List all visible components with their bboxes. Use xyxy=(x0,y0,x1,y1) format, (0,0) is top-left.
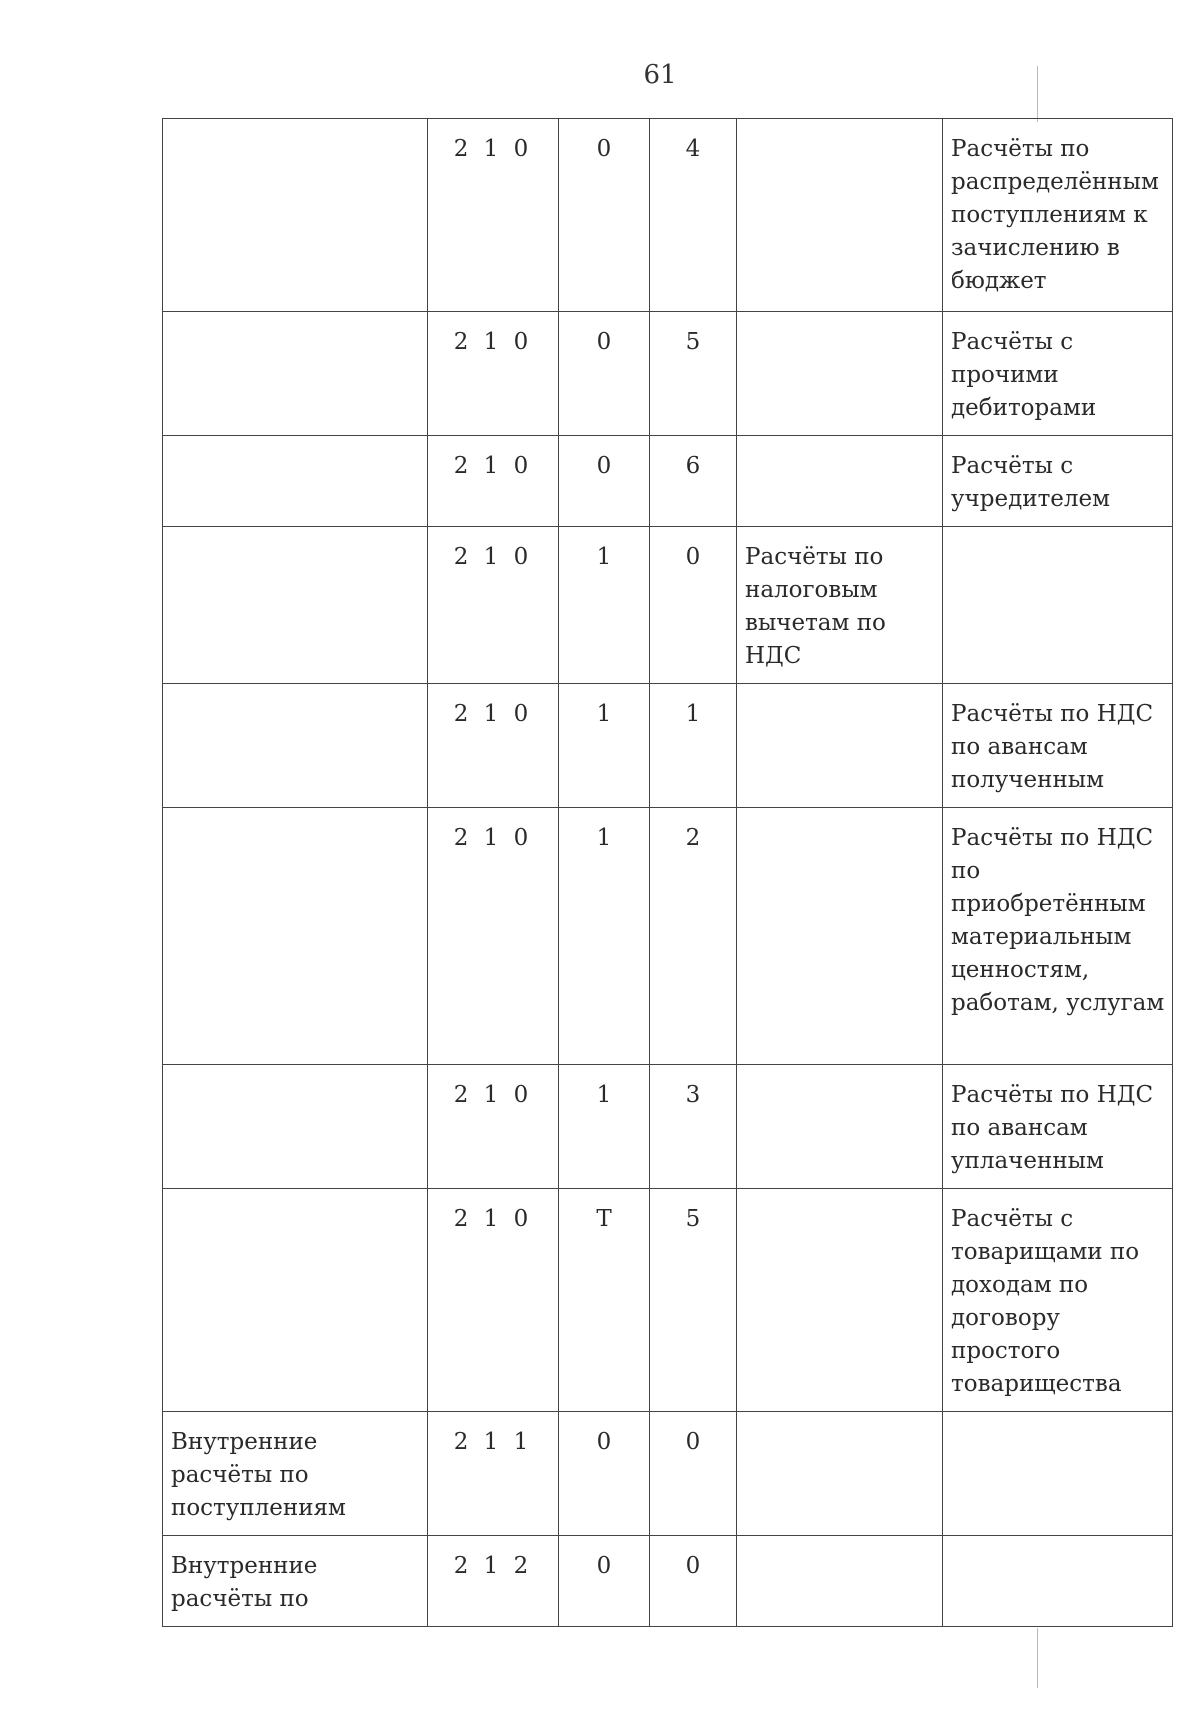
row-description xyxy=(943,1412,1173,1536)
row-code: 2 1 2 xyxy=(428,1536,559,1627)
row-code: 2 1 1 xyxy=(428,1412,559,1536)
row-name xyxy=(163,808,428,1065)
row-digit-2: 1 xyxy=(650,684,737,808)
table-row xyxy=(163,527,1173,684)
row-digit-1: 1 xyxy=(559,684,650,808)
scan-artifact-line xyxy=(1037,1628,1038,1688)
row-code: 2 1 0 xyxy=(428,119,559,312)
table-row xyxy=(163,436,1173,527)
row-name: Внутренние расчёты по поступлениям xyxy=(163,1412,428,1536)
row-description xyxy=(943,527,1173,684)
row-digit-1: 0 xyxy=(559,1412,650,1536)
row-name xyxy=(163,1189,428,1412)
table-row xyxy=(163,808,1173,1065)
row-digit-2: 4 xyxy=(650,119,737,312)
row-name xyxy=(163,436,428,527)
row-description: Расчёты с учредителем xyxy=(943,436,1173,527)
row-digit-1: 1 xyxy=(559,527,650,684)
row-group xyxy=(737,436,943,527)
row-description: Расчёты по НДС по приобретённым материальным ценностям, работам, услугам xyxy=(943,808,1173,1065)
row-name xyxy=(163,312,428,436)
row-group xyxy=(737,808,943,1065)
row-group xyxy=(737,1536,943,1627)
table-row xyxy=(163,1189,1173,1412)
row-code: 2 1 0 xyxy=(428,436,559,527)
row-group xyxy=(737,684,943,808)
row-digit-2: 6 xyxy=(650,436,737,527)
row-description: Расчёты по НДС по авансам уплаченным xyxy=(943,1065,1173,1189)
row-digit-2: 0 xyxy=(650,1412,737,1536)
accounts-table xyxy=(162,118,1173,1627)
row-digit-1: Т xyxy=(559,1189,650,1412)
row-description: Расчёты по распределённым поступлениям к зачислению в бюджет xyxy=(943,119,1173,312)
page-number: 61 xyxy=(643,60,677,90)
row-description xyxy=(943,1536,1173,1627)
row-digit-1: 1 xyxy=(559,1065,650,1189)
row-digit-2: 2 xyxy=(650,808,737,1065)
table-row xyxy=(163,1536,1173,1627)
row-group: Расчёты по налоговым вычетам по НДС xyxy=(737,527,943,684)
row-name xyxy=(163,1065,428,1189)
row-digit-2: 0 xyxy=(650,527,737,684)
row-code: 2 1 0 xyxy=(428,684,559,808)
row-description: Расчёты с прочими дебиторами xyxy=(943,312,1173,436)
row-name xyxy=(163,527,428,684)
row-group xyxy=(737,1412,943,1536)
row-digit-2: 0 xyxy=(650,1536,737,1627)
row-name xyxy=(163,684,428,808)
row-digit-1: 0 xyxy=(559,436,650,527)
table-row xyxy=(163,312,1173,436)
row-digit-2: 3 xyxy=(650,1065,737,1189)
row-digit-1: 0 xyxy=(559,119,650,312)
row-group xyxy=(737,119,943,312)
row-group xyxy=(737,1065,943,1189)
row-code: 2 1 0 xyxy=(428,527,559,684)
table-row xyxy=(163,1412,1173,1536)
row-name: Внутренние расчёты по xyxy=(163,1536,428,1627)
row-code: 2 1 0 xyxy=(428,1189,559,1412)
scan-artifact-line xyxy=(1037,66,1038,122)
row-group xyxy=(737,1189,943,1412)
row-code: 2 1 0 xyxy=(428,1065,559,1189)
row-name xyxy=(163,119,428,312)
table-row xyxy=(163,684,1173,808)
row-description: Расчёты с товарищами по доходам по договору простого товарищества xyxy=(943,1189,1173,1412)
row-digit-1: 1 xyxy=(559,808,650,1065)
row-description: Расчёты по НДС по авансам полученным xyxy=(943,684,1173,808)
table-row xyxy=(163,119,1173,312)
row-digit-2: 5 xyxy=(650,312,737,436)
row-digit-1: 0 xyxy=(559,312,650,436)
table-row xyxy=(163,1065,1173,1189)
row-code: 2 1 0 xyxy=(428,312,559,436)
row-digit-2: 5 xyxy=(650,1189,737,1412)
row-group xyxy=(737,312,943,436)
row-code: 2 1 0 xyxy=(428,808,559,1065)
row-digit-1: 0 xyxy=(559,1536,650,1627)
